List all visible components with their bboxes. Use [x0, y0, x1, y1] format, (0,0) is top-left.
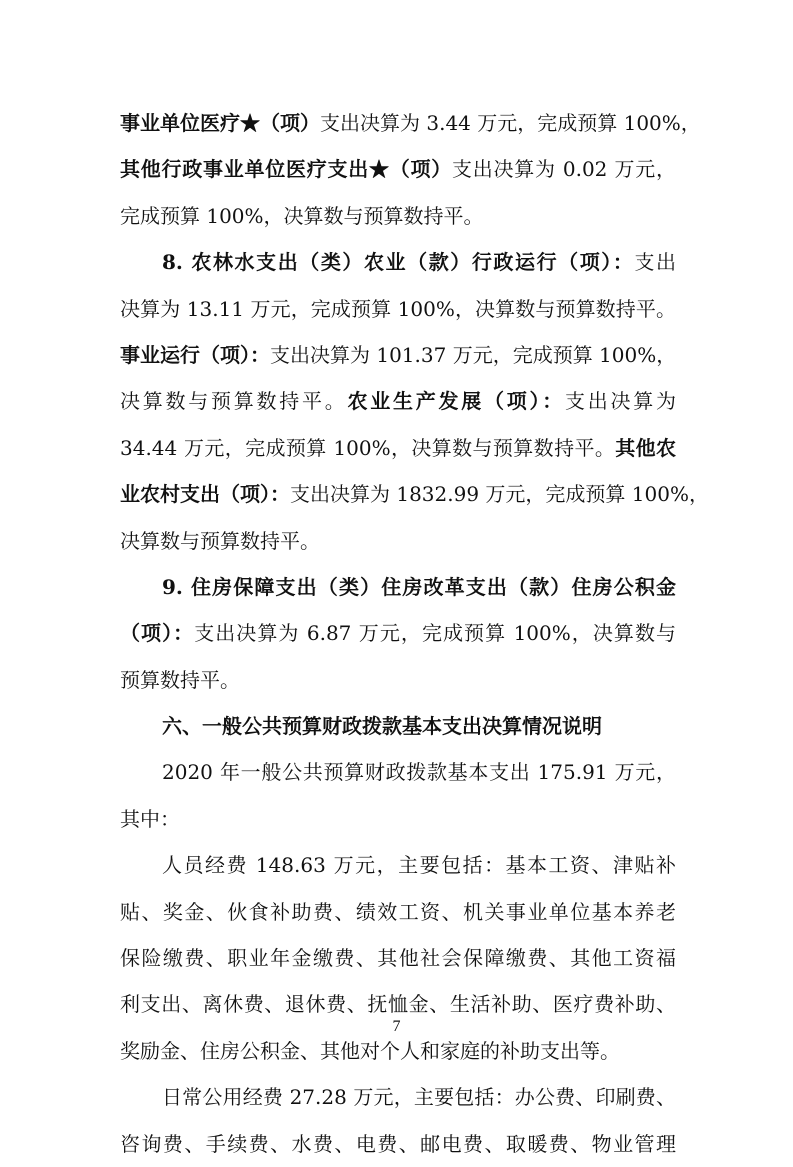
text-run: 预算数持平。: [120, 667, 240, 692]
text-line: 贴、奖金、伙食补助费、绩效工资、机关事业单位基本养老: [120, 899, 676, 924]
text-run: 支出决算为 101.37 万元，完成预算 100%，: [270, 342, 677, 367]
text-run: 支出决算为 3.44 万元，完成预算 100%，: [320, 111, 701, 135]
text-line: [120, 518, 676, 564]
bold-item: （项）：: [120, 621, 195, 646]
text-line: [120, 378, 676, 424]
text-line: [120, 657, 676, 703]
text-run: 支出: [634, 250, 677, 275]
text-run: 支出决算为 6.87 万元，完成预算 100%，决算数与: [194, 621, 676, 646]
text-run: 决算数与预算数持平。: [120, 528, 320, 553]
bold-item: 其他行政事业单位医疗支出★（项）: [120, 157, 452, 182]
text-run: 决算为 13.11 万元，完成预算 100%，决算数与预算数持平。: [120, 296, 676, 321]
bold-item: 8. 农林水支出（类）农业（款）行政运行（项）：: [162, 250, 635, 275]
text-line: [120, 100, 701, 146]
document-page: [120, 100, 709, 1167]
text-line: [120, 332, 676, 378]
text-run: 完成预算 100%，决算数与预算数持平。: [120, 203, 484, 228]
text-line: [120, 146, 676, 192]
text-line: 人员经费 148.63 万元，主要包括：基本工资、津贴补: [162, 853, 676, 878]
bold-item: 业农村支出（项）：: [120, 482, 290, 507]
text-line: 日常公用经费 27.28 万元，主要包括：办公费、印刷费、: [162, 1085, 676, 1110]
text-run: 支出决算为 0.02 万元，: [452, 157, 676, 182]
text-line: 2020 年一般公共预算财政拨款基本支出 175.91 万元，: [162, 760, 676, 785]
text-line: [120, 564, 676, 610]
bold-item: 其他农: [615, 435, 677, 460]
page-number: 7: [392, 1018, 401, 1035]
text-line: [120, 286, 676, 332]
text-line: [120, 471, 709, 517]
text-line: [120, 425, 676, 471]
bold-item: 事业单位医疗★（项）: [120, 111, 320, 135]
section-heading: 六、一般公共预算财政拨款基本支出决算情况说明: [162, 714, 602, 739]
text-line: 其中：: [120, 806, 180, 831]
text-line: 咨询费、手续费、水费、电费、邮电费、取暖费、物业管理: [120, 1131, 676, 1156]
text-run: 34.44 万元，完成预算 100%，决算数与预算数持平。: [120, 435, 616, 460]
bold-item: 9. 住房保障支出（类）住房改革支出（款）住房公积金: [162, 574, 676, 599]
text-line: [120, 610, 676, 656]
text-line: 奖励金、住房公积金、其他对个人和家庭的补助支出等。: [120, 1038, 620, 1063]
text-line: 利支出、离休费、退休费、抚恤金、生活补助、医疗费补助、: [120, 992, 676, 1017]
bold-item: 农业生产发展（项）：: [347, 389, 565, 414]
text-run: 支出决算为: [565, 389, 676, 414]
text-line: [120, 193, 676, 239]
text-line: [120, 239, 676, 285]
text-line: 保险缴费、职业年金缴费、其他社会保障缴费、其他工资福: [120, 946, 676, 971]
text-run: 决算数与预算数持平。: [120, 389, 348, 414]
text-run: 支出决算为 1832.99 万元，完成预算 100%，: [290, 482, 709, 507]
bold-item: 事业运行（项）：: [120, 342, 270, 367]
